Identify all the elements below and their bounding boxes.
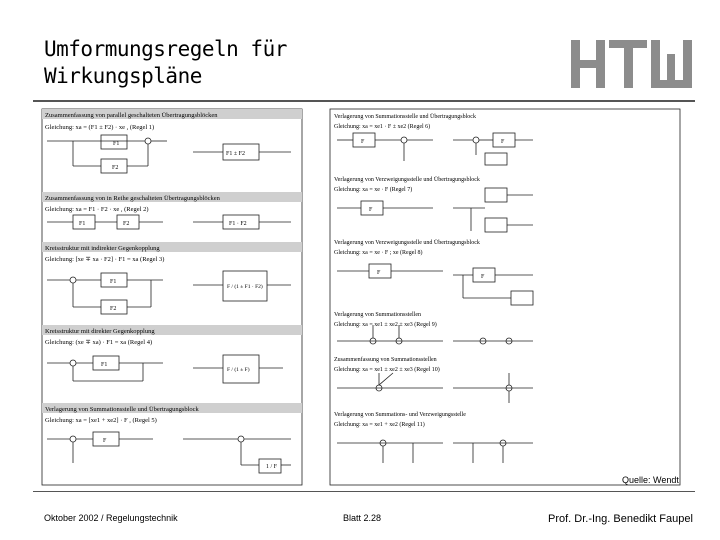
svg-text:Kreisstruktur mit direkter Geg: Kreisstruktur mit direkter Gegenkopplung (45, 328, 155, 335)
htw-logo (571, 40, 692, 88)
svg-text:F1: F1 (79, 221, 86, 227)
svg-text:Zusammenfassung von Summations: Zusammenfassung von Summationsstellen (334, 357, 437, 363)
rules-scan-image (33, 103, 695, 489)
svg-text:F / (1 ± F): F / (1 ± F) (227, 367, 250, 373)
svg-text:Gleichung: xa = xe1 ± xe2 ± xe: Gleichung: xa = xe1 ± xe2 ± xe3 (Regel 9) (334, 322, 437, 328)
svg-text:Verlagerung von Verzweigungsst: Verlagerung von Verzweigungsstelle und Übertragungsblock (334, 240, 480, 246)
svg-text:1 / F: 1 / F (266, 464, 278, 470)
source-note: Quelle: Wendt (622, 475, 679, 485)
footer-page: Blatt 2.28 (343, 513, 382, 523)
svg-text:Gleichung: xa = xe1 · F ± xe2: Gleichung: xa = xe1 · F ± xe2 (Regel 6) (334, 124, 431, 130)
svg-text:Kreisstruktur mit indirekter G: Kreisstruktur mit indirekter Gegenkopplung (45, 245, 160, 252)
svg-text:Gleichung: xa = F1 · F2 · xe ,: Gleichung: xa = F1 · F2 · xe , (Regel 2) (45, 206, 149, 213)
svg-text:Gleichung: xa = xe1 + xe2 (Reg: Gleichung: xa = xe1 + xe2 (Regel 11) (334, 422, 425, 428)
svg-text:Gleichung: (xe ∓ xa) · F1 = xa: Gleichung: (xe ∓ xa) · F1 = xa (Regel 4) (45, 339, 153, 346)
footer-author: Prof. Dr.-Ing. Benedikt Faupel (548, 513, 693, 525)
svg-text:F2: F2 (110, 306, 117, 312)
svg-text:Zusammenfassung von in Reihe g: Zusammenfassung von in Reihe geschalteten Übertragungsblöcken (45, 195, 220, 202)
svg-text:Verlagerung von Summationsstel: Verlagerung von Summationsstelle und Übertragungsblock (334, 114, 476, 120)
svg-text:Verlagerung von Summationsstel: Verlagerung von Summationsstelle und Übertragungsblock (45, 406, 199, 413)
title-line-1: Umformungsregeln für (44, 37, 287, 61)
title-line-2: Wirkungspläne (44, 64, 202, 88)
svg-text:F1 · F2: F1 · F2 (229, 221, 247, 227)
svg-text:Gleichung: xa = xe · F (Regel: Gleichung: xa = xe · F (Regel 7) (334, 187, 413, 193)
svg-text:Gleichung: xa = [xe1 + xe2] ·: Gleichung: xa = [xe1 + xe2] · F , (Regel 5) (45, 417, 157, 424)
left-panel-1-eq: Gleichung: xa = (F1 ± F2) · xe , (Regel 1) (45, 124, 155, 131)
svg-text:F1: F1 (101, 362, 108, 368)
svg-text:F: F (501, 139, 505, 145)
left-panel-1-heading: Zusammenfassung von parallel geschalteten Übertragungsblöcken (45, 112, 218, 119)
svg-text:Verlagerung von Summationsstel: Verlagerung von Summationsstellen (334, 312, 421, 318)
footer-left: Oktober 2002 / Regelungstechnik (44, 513, 178, 523)
svg-text:F / (1 ± F1 · F2): F / (1 ± F1 · F2) (227, 284, 263, 290)
svg-text:F1: F1 (113, 141, 120, 147)
svg-text:Gleichung: xa = xe · F ; xe (R: Gleichung: xa = xe · F ; xe (Regel 8) (334, 250, 423, 256)
svg-text:F2: F2 (123, 221, 130, 227)
svg-text:Verlagerung von Summations- un: Verlagerung von Summations- und Verzweigungsstelle (334, 412, 466, 418)
svg-text:F1 ± F2: F1 ± F2 (226, 151, 245, 157)
svg-text:F: F (481, 274, 485, 280)
svg-text:F: F (361, 139, 365, 145)
header-rule (33, 100, 695, 102)
svg-text:F: F (377, 270, 381, 276)
svg-text:Verlagerung von Verzweigungsst: Verlagerung von Verzweigungsstelle und Übertragungsblock (334, 177, 480, 183)
slide-title (44, 36, 287, 90)
svg-text:F: F (103, 438, 107, 444)
svg-text:F: F (369, 207, 373, 213)
footer-rule (33, 491, 695, 492)
svg-text:F1: F1 (110, 279, 117, 285)
svg-text:Gleichung: xa = xe1 ± xe2 ± xe: Gleichung: xa = xe1 ± xe2 ± xe3 (Regel 10) (334, 367, 440, 373)
svg-text:Gleichung: [xe ∓ xa · F2] · F1: Gleichung: [xe ∓ xa · F2] · F1 = xa (Regel 3) (45, 256, 165, 263)
svg-text:F2: F2 (112, 165, 119, 171)
